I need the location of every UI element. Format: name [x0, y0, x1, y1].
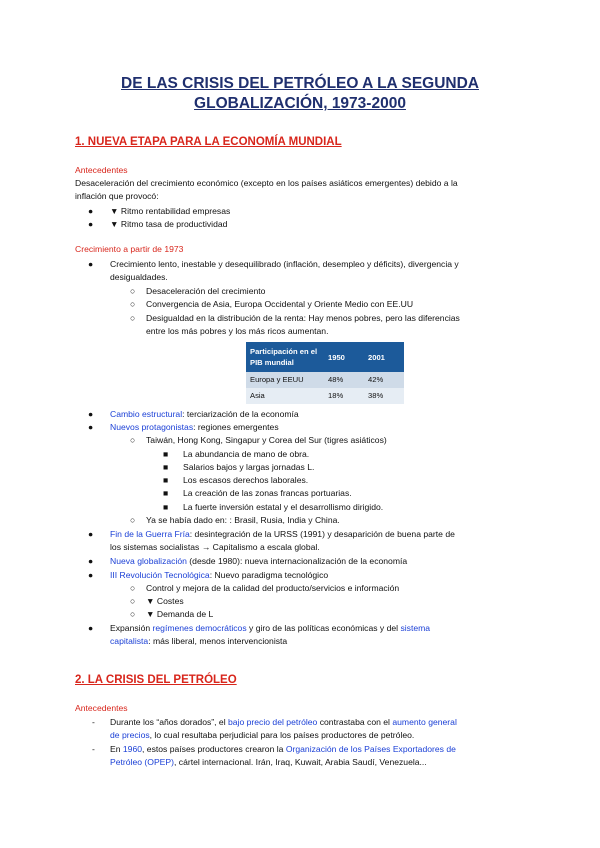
table-cell: Asia [246, 388, 324, 404]
sub-bullet-icon: ○ [130, 515, 136, 525]
fin-text: : desintegración de la URSS (1991) y desaparición de buena parte de [189, 529, 455, 539]
iii-link[interactable]: III Revolución Tecnológica [110, 570, 210, 580]
iii-text: : Nuevo paradigma tecnológico [209, 570, 329, 580]
intro-paragraph [75, 177, 535, 204]
p1-a: Durante los “años dorados”, el [110, 717, 228, 727]
cambio-item [110, 408, 530, 421]
table-header-cell: Participación en el PIB mundial [246, 342, 324, 372]
tigres-item-1: La abundancia de mano de obra. [183, 449, 310, 459]
square-bullet-icon: ■ [163, 488, 169, 498]
table-cell: Europa y EEUU [246, 372, 324, 388]
document-title [60, 74, 540, 114]
square-bullet-icon: ■ [163, 462, 169, 472]
square-bullet-icon: ■ [163, 449, 169, 459]
intro-line-1: Desaceleración del crecimiento económico (excepto en los países asiáticos emergentes) debido a la [75, 178, 458, 188]
p1-link-bajo-precio[interactable]: bajo precio del petróleo [228, 717, 318, 727]
table-header-cell: 1950 [324, 342, 364, 372]
sub-bullet-icon: ○ [130, 596, 136, 606]
table-row [246, 388, 404, 404]
table-row [246, 372, 404, 388]
tigres-text: Taiwán, Hong Kong, Singapur y Corea del Sur (tigres asiáticos) [146, 435, 387, 445]
ya-text: Ya se había dado en: : Brasil, Rusia, India y China. [146, 515, 340, 525]
title-line-2: GLOBALIZACIÓN, 1973-2000 [194, 95, 406, 112]
bullet-icon: ● [88, 570, 94, 580]
sub-bullet-icon: ○ [130, 609, 136, 619]
exp-mid: y giro de las políticas económicas y del [246, 623, 401, 633]
p2-a: En [110, 744, 123, 754]
p2-c: , cártel internacional. Irán, Iraq, Kuwait, Arabia Saudí, Venezuela... [174, 757, 427, 768]
nuevos-link[interactable]: Nuevos protagonistas [110, 422, 194, 432]
bullet-icon: ● [88, 422, 94, 432]
bullet-icon: ● [88, 206, 94, 216]
square-bullet-icon: ■ [163, 502, 169, 512]
nueva-item [110, 555, 530, 568]
iii-sub-1: Control y mejora de la calidad del producto/servicios e información [146, 583, 400, 593]
sub-bullet-icon: ○ [130, 286, 136, 296]
cambio-link[interactable]: Cambio estructural [110, 409, 183, 419]
tigres-item-5: La fuerte inversión estatal y el desarrollismo dirigido. [183, 502, 384, 512]
antecedentes-label-2: Antecedentes [75, 703, 128, 713]
section2-paragraph-1 [110, 716, 530, 743]
desigualdad-line-2: entre los más pobres y los más ricos aumentan. [146, 326, 329, 337]
exp-link-capitalista[interactable]: capitalista [110, 636, 149, 647]
nuevos-text: : regiones emergentes [193, 422, 279, 432]
iii-sub-2: ▼ Costes [146, 596, 184, 606]
desigualdad-line-1: Desigualdad en la distribución de la renta: Hay menos pobres, pero las diferencias [146, 313, 460, 323]
nueva-text: (desde 1980): nueva internacionalización de la economía [186, 556, 408, 566]
bullet-icon: ● [88, 556, 94, 566]
antecedentes-label-1: Antecedentes [75, 165, 128, 175]
tigres-item-4: La creación de las zonas francas portuarias. [183, 488, 352, 498]
bullet-icon: ● [88, 409, 94, 419]
nuevos-item [110, 421, 530, 434]
dash-bullet: - [92, 744, 95, 754]
bullet-icon: ● [88, 623, 94, 633]
p1-c: , lo cual resultaba perjudicial para los países productores de petróleo. [149, 730, 415, 741]
cambio-text: : terciarización de la economía [182, 409, 299, 419]
p2-link-opep[interactable]: Organización de los Países Exportadores de [285, 744, 456, 754]
cause-item-1: ▼ Ritmo rentabilidad empresas [110, 206, 231, 216]
sub-bullet-icon: ○ [130, 435, 136, 445]
square-bullet-icon: ■ [163, 475, 169, 485]
iii-item [110, 569, 530, 582]
sub-bullet-icon: ○ [130, 299, 136, 309]
bullet-icon: ● [88, 219, 94, 229]
crecimiento-line-1: Crecimiento lento, inestable y desequilibrado (inflación, desempleo y déficits), divergencia y [110, 259, 459, 269]
table-header-cell: 2001 [364, 342, 404, 372]
exp-pre: Expansión [110, 623, 153, 633]
intro-line-2: inflación que provocó: [75, 191, 159, 202]
p2-b: , estos países productores crearon la [142, 744, 286, 754]
p1-link-precios[interactable]: de precios [110, 730, 150, 741]
tigres-item-2: Salarios bajos y largas jornadas L. [183, 462, 315, 472]
exp-link-democraticos[interactable]: regímenes democráticos [152, 623, 247, 633]
nueva-link[interactable]: Nueva globalización [110, 556, 187, 566]
fin-item [110, 528, 530, 555]
desigualdad-text [146, 312, 526, 339]
crec-sub-2: Convergencia de Asia, Europa Occidental y Oriente Medio con EE.UU [146, 299, 414, 309]
table-cell: 38% [364, 388, 404, 404]
p2-link-1960[interactable]: 1960 [122, 744, 143, 754]
exp-link-sistema[interactable]: sistema [400, 623, 431, 633]
bullet-icon: ● [88, 529, 94, 539]
section-2-heading: 2. LA CRISIS DEL PETRÓLEO [75, 674, 237, 686]
title-line-1: DE LAS CRISIS DEL PETRÓLEO A LA SEGUNDA [121, 75, 479, 92]
section-1-heading: 1. NUEVA ETAPA PARA LA ECONOMÍA MUNDIAL [75, 136, 342, 148]
fin-link[interactable]: Fin de la Guerra Fría [110, 529, 190, 539]
bullet-icon: ● [88, 259, 94, 269]
table-cell: 42% [364, 372, 404, 388]
p1-link-aumento[interactable]: aumento general [392, 717, 457, 727]
tigres-item-3: Los escasos derechos laborales. [183, 475, 309, 485]
crecimiento-line-2: desigualdades. [110, 272, 168, 283]
table-cell: 18% [324, 388, 364, 404]
sub-bullet-icon: ○ [130, 583, 136, 593]
section2-paragraph-2 [110, 743, 530, 770]
iii-sub-3: ▼ Demanda de L [146, 609, 214, 619]
table-header-row [246, 342, 404, 372]
expansion-item [110, 622, 530, 649]
crecimiento-label: Crecimiento a partir de 1973 [75, 244, 184, 254]
pib-table [246, 342, 404, 404]
sub-bullet-icon: ○ [130, 313, 136, 323]
cause-item-2: ▼ Ritmo tasa de productividad [110, 219, 228, 229]
dash-bullet: - [92, 717, 95, 727]
exp-end: : más liberal, menos intervencionista [148, 636, 288, 647]
p2-link-opep-abbr[interactable]: Petróleo (OPEP) [110, 757, 174, 768]
p1-b: contrastaba con el [317, 717, 393, 727]
crec-sub-1: Desaceleración del crecimiento [146, 286, 266, 296]
table-cell: 48% [324, 372, 364, 388]
crecimiento-text [110, 258, 530, 285]
fin-line-2: los sistemas socialistas → Capitalismo a escala global. [110, 542, 320, 553]
